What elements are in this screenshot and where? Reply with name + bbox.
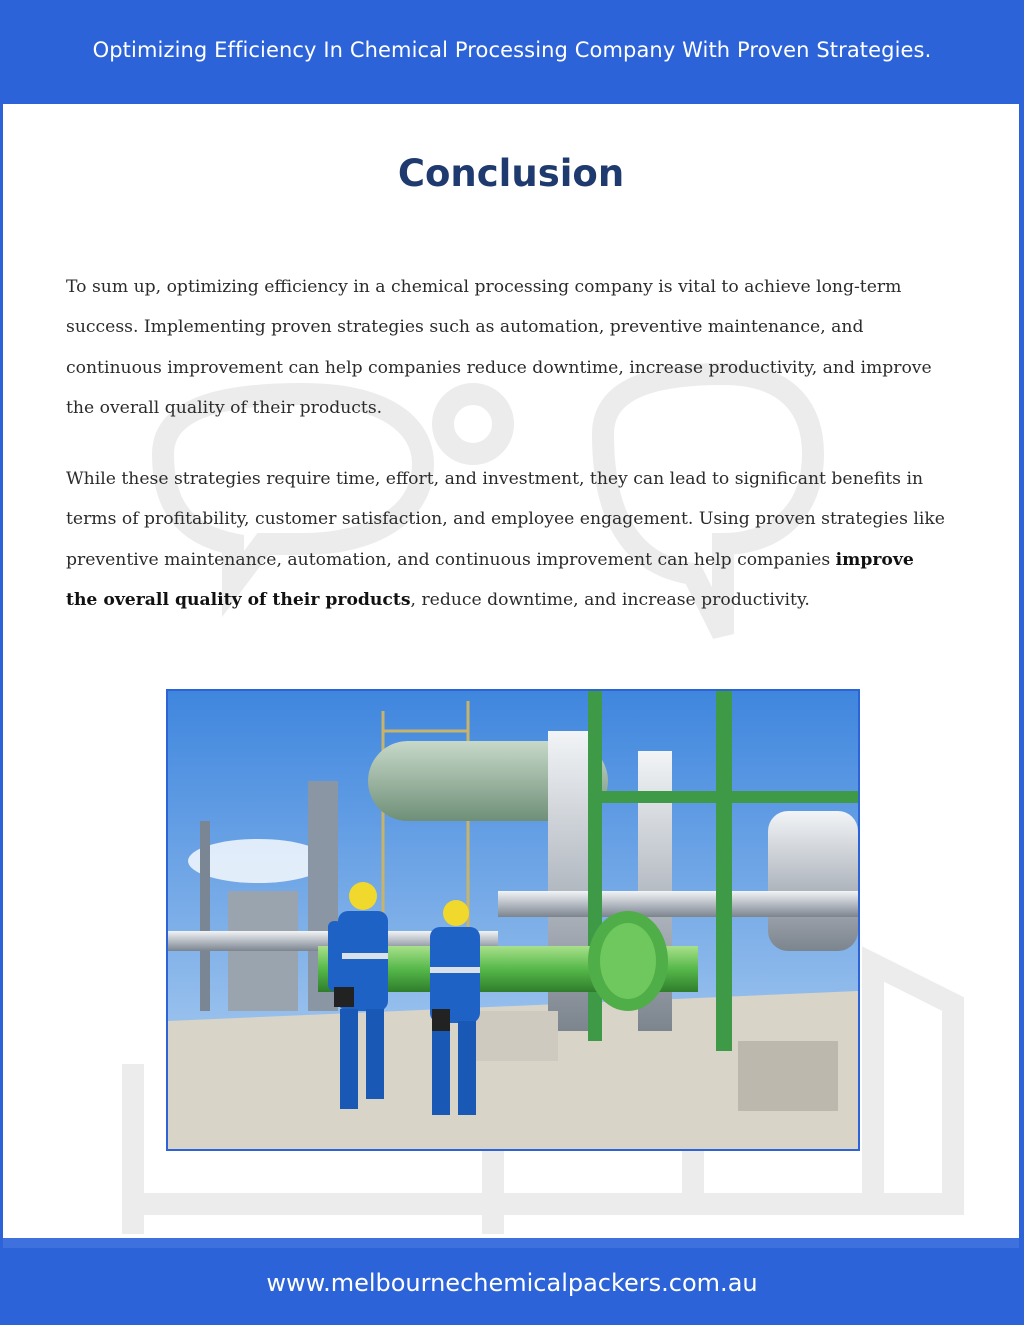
page-content [3,104,1019,1248]
paragraph-2-text-end: , reduce downtime, and increase productivity. [410,589,810,610]
conclusion-paragraph-2 [66,459,951,620]
paragraph-2-bold-phrase: improve the overall quality of their products [66,549,914,610]
document-title: Optimizing Efficiency In Chemical Processing Company With Proven Strategies. [92,38,932,62]
footer-bar [0,1248,1024,1325]
plant-illustration [168,691,858,1149]
header-bar [0,0,1024,100]
conclusion-paragraph-1: To sum up, optimizing efficiency in a chemical processing company is vital to achieve long-term success. Implementing proven strategies such as automation, preventive maintenance, and continuous improvement can help companies reduce downtime, increase productivity, and improve the overall quality of their products. [66,277,932,418]
website-link[interactable]: www.melbournechemicalpackers.com.au [266,1268,758,1297]
chemical-plant-photo [166,689,860,1151]
section-heading: Conclusion [397,152,625,195]
paragraph-2-text-start: While these strategies require time, effort, and investment, they can lead to significant benefits in terms of profitability, customer satisfaction, and employee engagement. Using proven strategies like preventive maintenance, automation, and continuous improvement can help companies [66,469,945,570]
